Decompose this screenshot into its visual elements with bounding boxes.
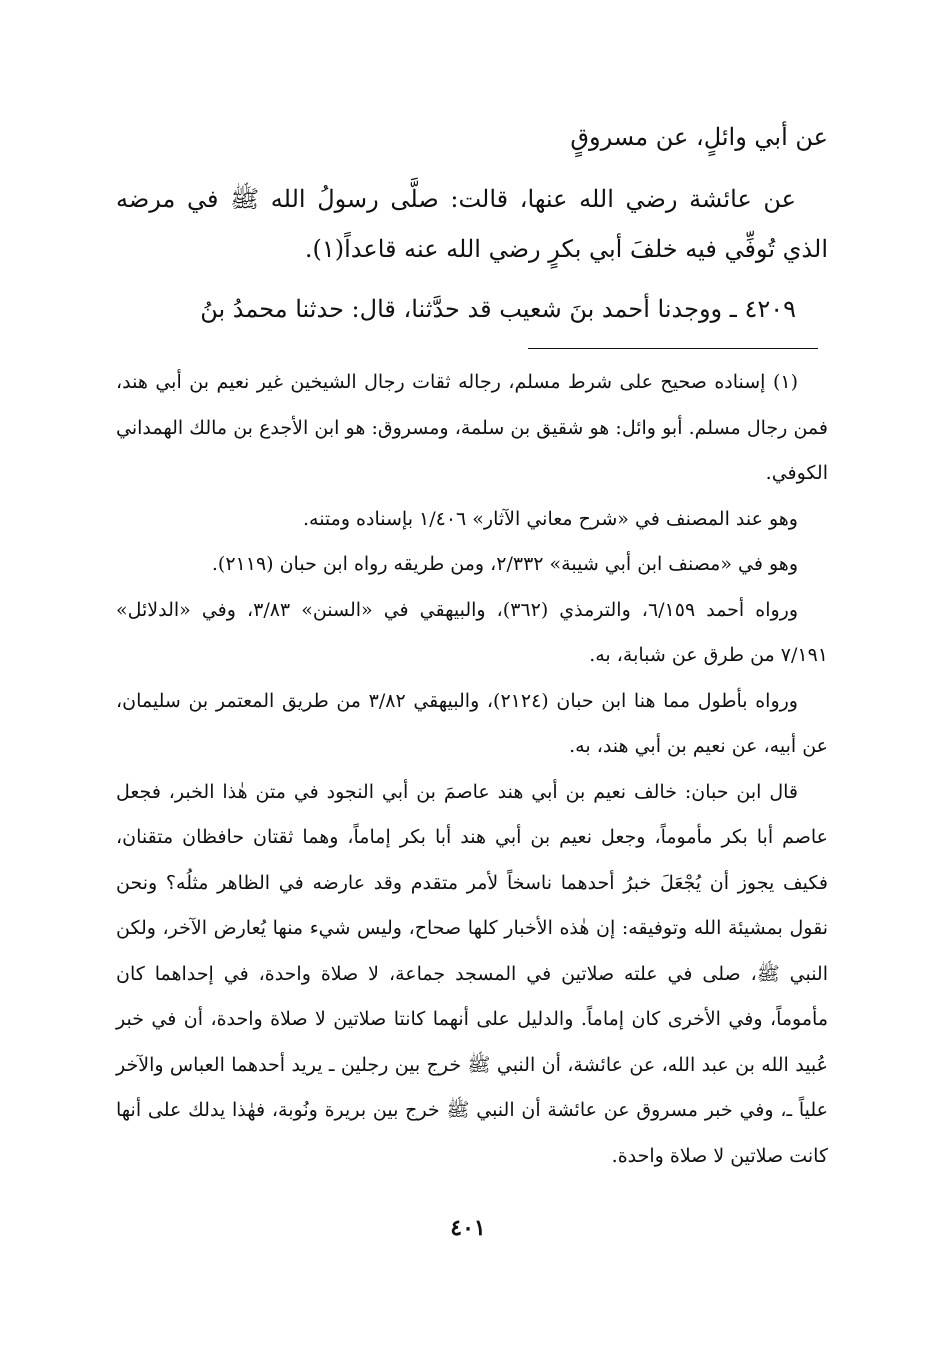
footnote-paragraph: ورواه أحمد ٦/١٥٩، والترمذي (٣٦٢)، والبيهقي في «السنن» ٣/٨٣، وفي «الدلائل» ٧/١٩١ من طرق عن شبابة، به.	[116, 598, 828, 666]
chain-opener-line: عن أبي وائلٍ، عن مسروقٍ	[570, 123, 828, 151]
footnote-separator-rule	[528, 348, 818, 349]
main-text-block	[116, 112, 828, 334]
hadith-text-paragraph: عن عائشة رضي الله عنها، قالت: صلَّى رسولُ الله ﷺ في مرضه الذي تُوفِّي فيه خلفَ أبي بكرٍ رضي الله عنه قاعداً(١).	[116, 185, 828, 263]
footnote-paragraph: وهو عند المصنف في «شرح معاني الآثار» ١/٤٠٦ بإسناده ومتنه.	[302, 507, 798, 530]
page-number: ٤٠١	[450, 1215, 486, 1241]
footnotes-block	[116, 360, 828, 1179]
footnote-paragraph: ورواه بأطول مما هنا ابن حبان (٢١٢٤)، والبيهقي ٣/٨٢ من طريق المعتمر بن سليمان، عن أبيه، عن نعيم بن أبي هند، به.	[116, 689, 828, 757]
hadith-4209-start: ٤٢٠٩ ـ ووجدنا أحمد بنَ شعيب قد حدَّثنا، قال: حدثنا محمدُ بنُ	[200, 295, 796, 323]
footnote-paragraph: وهو في «مصنف ابن أبي شيبة» ٢/٣٣٢، ومن طريقه رواه ابن حبان (٢١١٩).	[211, 553, 798, 575]
footnote-paragraph: (١) إسناده صحيح على شرط مسلم، رجاله ثقات رجال الشيخين غير نعيم بن أبي هند، فمن رجال مسلم. أبو وائل: هو شقيق بن سلمة، ومسروق: هو ابن الأجدع بن مالك الهمداني الكوفي.	[116, 371, 828, 484]
footnote-paragraph: قال ابن حبان: خالف نعيم بن أبي هند عاصمَ بن أبي النجود في متن هٰذا الخبر، فجعل عاصم أبا بكر مأموماً، وجعل نعيم بن أبي هند أبا بكر إماماً، وهما ثقتان حافظان متقنان، فكيف يجوز أن يُجْعَلَ خبرُ أحدهما ناسخاً لأمر متقدم وقد عارضه في الظاهر مثلُه؟ ونحن نقول بمشيئة الله وتوفيقه: إن هٰذه الأخبار كلها صحاح، وليس شيء منها يُعارض الآخر، ولكن النبي ﷺ، صلى في علته صلاتين في المسجد جماعة، لا صلاة واحدة، في إحداهما كان مأموماً، وفي الأخرى كان إماماً. والدليل على أنهما كانتا صلاتين لا صلاة واحدة، أن في خبر عُبيد الله بن عبد الله، عن عائشة، أن النبي ﷺ خرج بين رجلين ـ يريد أحدهما العباس والآخر علياً ـ، وفي خبر مسروق عن عائشة أن النبي ﷺ خرج بين بريرة ونُوبة، فهٰذا يدلك على أنها كانت صلاتين لا صلاة واحدة.	[116, 780, 828, 1167]
